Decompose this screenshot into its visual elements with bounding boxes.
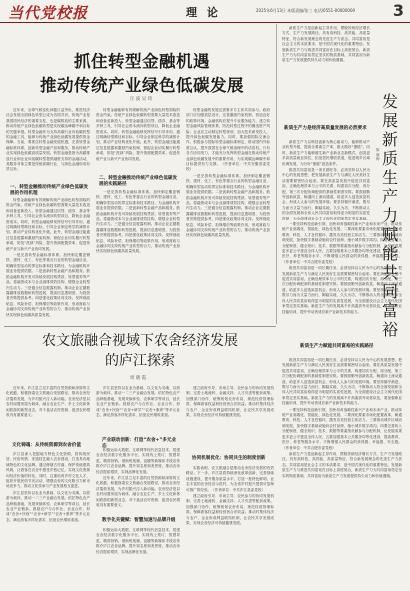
paragraph: 一是完善转型金融标准体系。加快制定覆盖钢铁、建材、化工、有色等重点行业的转型金融目录，明确转型活动的界定标准和技术路径，为金融机构开展业务提供依据。二是创新转型金融产品和服务。鼓励金融机构开发可持续发展挂钩贷款、转型债券等产品，将融资成本与企业减排绩效挂钩，增强企业转型内生动力。三是健全信息披露机制。推动企业定期披露碳排放数据和转型进展，提高信息透明度，为投资者决策提供参考。四是强化政策协同支持。发挥财政贴息、风险补偿、担保增信等政策作用，形成财政与金融协同支持传统产业转型的合力，推动传统产业加快实现绿色低碳高质量发展。: [96, 190, 180, 254]
article2-column-2: [96, 386, 180, 436]
paragraph: 新质生产力以科技创新为核心驱动力，能够推动产业转型升级，提高全要素生产率，做大做好“蛋糕”。同时，新质生产力能够催生新产业新业态新模式，创造更多高质量就业岗位，拓宽居民增收渠道，促进城乡区域协调发展，为分好“蛋糕”创造条件。: [282, 140, 370, 166]
paragraph: 新质生产力是创新起主导作用，摆脱传统经济增长方式、生产力发展路径，具有高科技、高效能、高质量特征，符合新发展理念的先进生产力质态。共同富裕是社会主义的本质要求，是中国式现代化的重要特征。发展新质生产力与推进共同富裕在目标上高度契合，新质生产力为共同富裕奠定坚实的物质基础，共同富裕为新质生产力发展提供持久动力和价值遵循。: [282, 451, 402, 478]
paragraph: 实践表明，农文旅融合是推动农舍经济发展的有效路径。下一步，庐江县将持续深化改革创新，完善基础设施建设，提升服务质量水平，打造一批特色鲜明、业态丰富的农舍经济示范村，为全省乡村振兴提供可复制可推广的经验。（作者单位：中共庐江县委党校）: [186, 466, 274, 492]
paragraph: 建立政府引导、市场主导、农民参与的协同发展机制，完善土地流转、金融支持、人才引进等配套政策。加强部门协作，统筹规划农舍布局，规范经营管理标准，保障游客权益和经营者合法收益。推动村集体经济与农户、企业形成利益联结机制，让农民共享发展成果，实现农舍经济可持续健康发展。: [186, 386, 274, 418]
article1-headline-line2: 推动传统产业绿色低碳发展: [40, 76, 244, 95]
article2-column-2c: [96, 528, 180, 586]
paragraph: 一要坚持科技创新引领，加快培育战略性新兴产业和未来产业，推动传统产业高端化、智能化、绿色化发展。二要深化要素市场化配置改革，畅通教育、科技、人才良性循环，激发各类经营主体活力。三要推动城乡区域协调发展，加快数字基础设施向农村延伸，缩小城乡数字鸿沟。四要完善收入分配制度，健全知识、技术、数据等要素按贡献参与分配机制，让发展成果更多更公平惠及全体人民。五要加强基本公共服务均等化建设，提高教育、医疗、养老等服务水平，不断增强人民群众的获得感、幸福感、安全感。（作者单位：中共合肥市委党校）: [282, 222, 402, 264]
paragraph: 转型金融能够有效缓解传统产业绿色转型面临的资金约束。传统产业绿色低碳转型需要大量技术改造和设备更新投入，转型金融通过信贷、债券、基金等多种工具，引导社会资本流向转型项目，降低企业融资成本。同时，转型金融能够发挥信号引导作用，通过明确转型路径和目标，引导企业制定科学的减排计划，推动产业结构优化升级。此外，转型金融还能通过信息披露和激励约束机制，督促企业切实履行转型承诺，防范“洗绿”风险，提升资源配置效率，促进传统产业与新兴产业协同发展。: [6, 198, 90, 251]
article1-column-2: [96, 108, 180, 174]
column-divider: [276, 24, 277, 324]
article3-column-1: [282, 26, 370, 124]
article3-subhead-1: 新质生产力是经济高质量发展的必然要求: [284, 126, 367, 131]
section-title: 理 论: [186, 6, 221, 19]
article2-headline-line1: 农文旅融合视域下农舍经济发展: [42, 333, 238, 349]
paragraph: 一是完善转型金融标准体系。加快制定覆盖钢铁、建材、化工、有色等重点行业的转型金融目录，明确转型活动的界定标准和技术路径，为金融机构开展业务提供依据。二是创新转型金融产品和服务。鼓励金融机构开发可持续发展挂钩贷款、转型债券等产品，将融资成本与企业减排绩效挂钩，增强企业转型内生动力。三是健全信息披露机制。推动企业定期披露碳排放数据和转型进展，提高信息透明度，为投资者决策提供参考。四是强化政策协同支持。发挥财政贴息、风险补偿、担保增信等政策作用，形成财政与金融协同支持传统产业转型的合力，推动传统产业加快实现绿色低碳高质量发展。: [6, 253, 90, 317]
section-divider: [4, 326, 276, 327]
article3-column-3: [282, 358, 402, 584]
newspaper-logo: 当代党校报: [8, 4, 89, 22]
article2-column-3b: [186, 466, 274, 586]
article2-subhead-2: 产业联动创新：打造“农舍+”多元业态: [102, 438, 177, 449]
article1-byline: 汪 波 吴 琦: [129, 97, 153, 102]
paragraph: 转型金融的发展还需要多方主体共同参与。政府部门应加强顶层设计，完善激励约束机制，营造良好的政策环境；金融机构应提升专业服务能力，建立转型金融风险管理体系，防范转型过程中的搁浅资产风险；企业应主动制定转型规划，加大技术研发投入，提升绿色低碳发展能力。同时，要加强国际交流合作，积极参与国际转型金融标准制定，推动国内外标准互认，提升我国在全球气候治理中的话语权。只有各方协同发力，才能充分发挥转型金融在推动传统产业绿色低碳发展中的重要作用，为实现碳达峰碳中和目标提供有力支撑。（作者单位：中共安徽省委党校）: [186, 108, 270, 172]
article2-column-2b: [96, 448, 180, 516]
article1-headline-line1: 抓住转型金融机遇: [74, 52, 210, 71]
page-number: 3: [392, 1, 404, 20]
article3-column-1b: [282, 140, 370, 220]
article2-column-1: [6, 386, 90, 442]
article2-subhead-4: 协同机制优化：协同共生的制度创新: [192, 456, 266, 461]
article1-column-3: [186, 108, 270, 320]
paragraph: 推进共同富裕是一项长期任务，必须坚持以人民为中心的发展思想，把发展新质生产力与满足人民美好生活需要紧密结合起来。要在高质量发展中促进共同富裕，正确处理效率与公平的关系，构建初次分配、再分配、第三次分配协调配套的基础性制度安排。要鼓励勤劳创新致富，畅通向上流动通道，给更多人创造致富机会，形成人人参与的发展环境。要坚持循序渐进，既尽力而为又量力而行，脚踏实地、久久为功，不断推动人的全面发展和全体人民共同富裕取得更为明显的实质性进展，为全面建设社会主义现代化国家奠定坚实基础。新质生产力的发展离不开高素质劳动者队伍，要加强职业技能培训，提升劳动者适应新产业新技术的能力。: [282, 358, 402, 406]
article1-column-1: [6, 108, 90, 184]
article3-column-2: [282, 222, 402, 342]
masthead: [0, 0, 410, 23]
article2-column-3: [186, 386, 274, 454]
article1-subhead-2: 二、转型金融推动传统产业绿色低碳发展的实践路径: [99, 176, 178, 187]
article3-byline: 陈 晓 梅: [376, 148, 380, 161]
paragraph: 一要坚持科技创新引领，加快培育战略性新兴产业和未来产业，推动传统产业高端化、智能化、绿色化发展。二要深化要素市场化配置改革，畅通教育、科技、人才良性循环，激发各类经营主体活力。三要推动城乡区域协调发展，加快数字基础设施向农村延伸，缩小城乡数字鸿沟。四要完善收入分配制度，健全知识、技术、数据等要素按贡献参与分配机制，让发展成果更多更公平惠及全体人民。五要加强基本公共服务均等化建设，提高教育、医疗、养老等服务水平，不断增强人民群众的获得感、幸福感、安全感。（作者单位：中共合肥市委党校）: [282, 407, 402, 450]
article2-byline: 周 晓 霞: [129, 376, 147, 381]
paragraph: 积极运用大数据、互联网等现代信息技术，搭建农舍经济数字化服务平台，实现线上预订、智慧导览、精准营销。借助短视频、直播等新媒体手段宣传推介庐江农舍品牌，提升知名度和美誉度，推动农舍经济提质增效，实现品牌化发展。: [96, 528, 180, 554]
paragraph: 新质生产力是创新起主导作用，摆脱传统经济增长方式、生产力发展路径，具有高科技、高效能、高质量特征，符合新发展理念的先进生产力质态。共同富裕是社会主义的本质要求，是中国式现代化的重要特征。发展新质生产力与推进共同富裕在目标上高度契合，新质生产力为共同富裕奠定坚实的物质基础，共同富裕为新质生产力发展提供持久动力和价值遵循。: [282, 26, 370, 63]
article3-subhead-2: 新质生产力赋能共同富裕的实践路径: [300, 344, 374, 349]
article2-subhead-1: 文化铸魂：从传统资源到农舍价值: [12, 443, 81, 448]
paragraph: 近年来，庐江县立足丰富的自然资源和深厚的文化底蕴，积极探索农文旅融合发展路径，推动农舍经济蓬勃发展，为乡村振兴注入新动能。农舍经济是以农村闲置房屋为载体，融合农业生产、乡土文化和休闲旅游的新型业态，对于盘活农村资源、促进农民增收具有重要意义。: [6, 386, 90, 418]
article2-subhead-3: 数字化关键赋：智慧加速与品牌升级: [102, 518, 176, 523]
article1-subhead-1: 一、转型金融推动传统产业绿色低碳发展的作用机理: [10, 185, 89, 196]
paragraph: 庐江县坚持以农业为基础、以文化为灵魂、以旅游为载体，推动一二三产业融合发展。依托特色农产品种植基地，发展采摘体验、农事研学等项目，延长农业产业链条。鼓励农户与合作社、企业合作，形成“农舍+民宿”“农舍+研学”“农舍+康养”等多元业态，满足游客多样化需求，拓宽农民增收渠道。: [6, 490, 90, 522]
paragraph: 一是完善转型金融标准体系。加快制定覆盖钢铁、建材、化工、有色等重点行业的转型金融目录，明确转型活动的界定标准和技术路径，为金融机构开展业务提供依据。二是创新转型金融产品和服务。鼓励金融机构开发可持续发展挂钩贷款、转型债券等产品，将融资成本与企业减排绩效挂钩，增强企业转型内生动力。三是健全信息披露机制。推动企业定期披露碳排放数据和转型进展，提高信息透明度，为投资者决策提供参考。四是强化政策协同支持。发挥财政贴息、风险补偿、担保增信等政策作用，形成财政与金融协同支持传统产业转型的合力，推动传统产业加快实现绿色低碳高质量发展。: [186, 173, 270, 238]
paragraph: 积极运用大数据、互联网等现代信息技术，搭建农舍经济数字化服务平台，实现线上预订、智慧导览、精准营销。借助短视频、直播等新媒体手段宣传推介庐江农舍品牌，提升知名度和美誉度，推动农舍经济提质增效，实现品牌化发展。: [96, 448, 180, 474]
paragraph: 转型金融能够有效缓解传统产业绿色转型面临的资金约束。传统产业绿色低碳转型需要大量技术改造和设备更新投入，转型金融通过信贷、债券、基金等多种工具，引导社会资本流向转型项目，降低企业融资成本。同时，转型金融能够发挥信号引导作用，通过明确转型路径和目标，引导企业制定科学的减排计划，推动产业结构优化升级。此外，转型金融还能通过信息披露和激励约束机制，督促企业切实履行转型承诺，防范“洗绿”风险，提升资源配置效率，促进传统产业与新兴产业协同发展。: [96, 108, 180, 161]
paragraph: 庐江县坚持以农业为基础、以文化为灵魂、以旅游为载体，推动一二三产业融合发展。依托特色农产品种植基地，发展采摘体验、农事研学等项目，延长农业产业链条。鼓励农户与合作社、企业合作，形成“农舍+民宿”“农舍+研学”“农舍+康养”等多元业态，满足游客多样化需求，拓宽农民增收渠道。: [96, 386, 180, 418]
paragraph: 推进共同富裕是一项长期任务，必须坚持以人民为中心的发展思想，把发展新质生产力与满足人民美好生活需要紧密结合起来。要在高质量发展中促进共同富裕，正确处理效率与公平的关系，构建初次分配、再分配、第三次分配协调配套的基础性制度安排。要鼓励勤劳创新致富，畅通向上流动通道，给更多人创造致富机会，形成人人参与的发展环境。要坚持循序渐进，既尽力而为又量力而行，脚踏实地、久久为功，不断推动人的全面发展和全体人民共同富裕取得更为明显的实质性进展，为全面建设社会主义现代化国家奠定坚实基础。新质生产力的发展离不开高素质劳动者队伍，要加强职业技能培训，提升劳动者适应新产业新技术的能力。: [282, 266, 402, 314]
article3-vertical-title: 发展新质生产力 赋能共同富裕: [381, 92, 398, 339]
paragraph: 庐江县深入挖掘地方特色文化资源，将传统民居、民俗风情、非遗技艺融入农舍建设，打造具有地域特色的文化品牌。通过修缮古村落、保护传统建筑风貌，让游客在农舍中感受乡愁记忆，实现文化资源向经济价值的转化。同时，注重培育乡村文化人才，组织开展民俗节庆活动，增强农舍的文化吸引力和市场竞争力，推动文化传承与产业发展相互促进。: [6, 452, 90, 489]
article2-column-1b: [6, 452, 90, 586]
paragraph: 近年来，全球气候变化问题日益突出，推进经济社会发展全面绿色转型已成为各国共识。传统产业是我国国民经济的重要支柱，也是碳排放的主要来源，推动传统产业绿色低碳转型是实现碳达峰碳中和目标的关键举措。转型金融作为支持高碳行业向低碳转型的金融工具，能够为传统产业绿色低碳发展提供资金保障。当前，要抓住转型金融发展机遇，完善转型金融标准体系，创新转型金融产品和服务，推动传统产业实现绿色低碳高质量发展。转型金融是指为高碳排放行业和企业向低碳转型提供融资支持的金融活动，其服务对象主要是传统高碳行业，与绿色金融形成有效互补。: [6, 108, 90, 172]
paragraph: 近年来，庐江县立足丰富的自然资源和深厚的文化底蕴，积极探索农文旅融合发展路径，推动农舍经济蓬勃发展，为乡村振兴注入新动能。农舍经济是以农村闲置房屋为载体，融合农业生产、乡土文化和休闲旅游的新型业态，对于盘活农村资源、促进农民增收具有重要意义。: [96, 476, 180, 508]
article1-column-1b: [6, 198, 90, 320]
paragraph: 建立政府引导、市场主导、农民参与的协同发展机制，完善土地流转、金融支持、人才引进等配套政策。加强部门协作，统筹规划农舍布局，规范经营管理标准，保障游客权益和经营者合法收益。推动村集体经济与农户、企业形成利益联结机制，让农民共享发展成果，实现农舍经济可持续健康发展。: [186, 494, 274, 526]
article1-column-2b: [96, 190, 180, 320]
article2-headline-line2: 的庐江探索: [105, 353, 175, 369]
date-line: 2025年6月13日 本版责编/张三 电话/0551-00000000: [256, 8, 356, 13]
paragraph: 推进共同富裕是一项长期任务，必须坚持以人民为中心的发展思想，把发展新质生产力与满足人民美好生活需要紧密结合起来。要在高质量发展中促进共同富裕，正确处理效率与公平的关系，构建初次分配、再分配、第三次分配协调配套的基础性制度安排。要鼓励勤劳创新致富，畅通向上流动通道，给更多人创造致富机会，形成人人参与的发展环境。要坚持循序渐进，既尽力而为又量力而行，脚踏实地、久久为功，不断推动人的全面发展和全体人民共同富裕取得更为明显的实质性进展，为全面建设社会主义现代化国家奠定坚实基础。: [282, 168, 370, 220]
